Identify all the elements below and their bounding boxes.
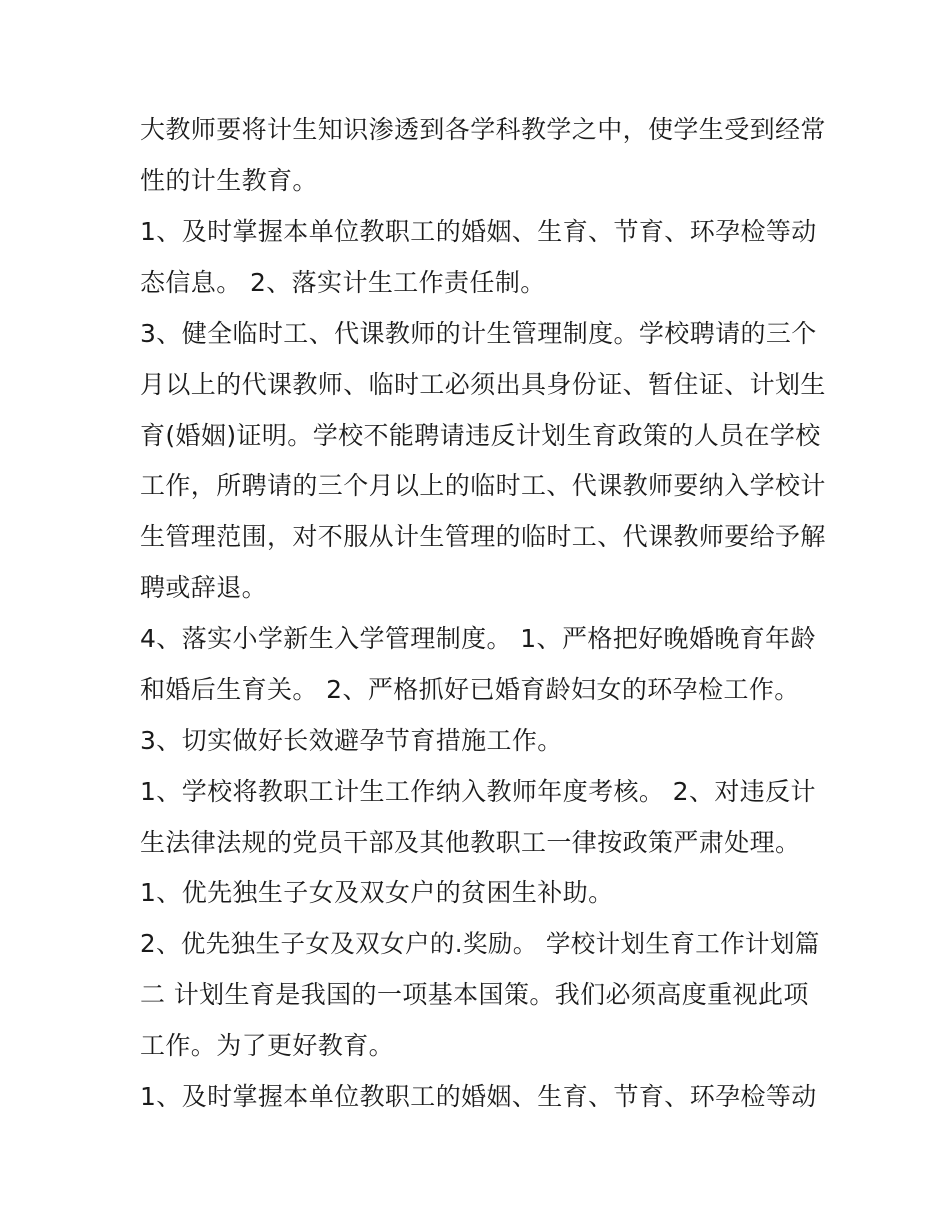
text-line: 工作。为了更好教育。 (140, 1031, 395, 1060)
text-line: 育(婚姻)证明。学校不能聘请违反计划生育政策的人员在学校 (140, 421, 821, 450)
text-line: 2、优先独生子女及双女户的.奖励。 学校计划生育工作计划篇 (140, 929, 820, 958)
text-line: 3、切实做好长效避孕节育措施工作。 (140, 726, 563, 755)
text-line: 性的计生教育。 (140, 166, 318, 195)
text-line: 1、优先独生子女及双女户的贫困生补助。 (140, 878, 614, 907)
text-line: 月以上的代课教师、临时工必须出具身份证、暂住证、计划生 (140, 370, 826, 399)
text-line: 工作，所聘请的三个月以上的临时工、代课教师要纳入学校计 (140, 471, 826, 500)
text-line: 生法律法规的党员干部及其他教职工一律按政策严肃处理。 (140, 828, 801, 857)
text-line: 二 计划生育是我国的一项基本国策。我们必须高度重视此项 (140, 980, 809, 1009)
text-line: 和婚后生育关。 2、严格抓好已婚育龄妇女的环孕检工作。 (140, 675, 800, 704)
text-line: 1、及时掌握本单位教职工的婚姻、生育、节育、环孕检等动 (140, 217, 817, 246)
text-line: 1、学校将教职工计生工作纳入教师年度考核。 2、对违反计 (140, 777, 816, 806)
text-line: 4、落实小学新生入学管理制度。 1、严格把好晚婚晚育年龄 (140, 624, 816, 653)
text-line: 3、健全临时工、代课教师的计生管理制度。学校聘请的三个 (140, 319, 817, 348)
text-line: 大教师要将计生知识渗透到各学科教学之中，使学生受到经常 (140, 115, 826, 144)
text-line: 聘或辞退。 (140, 573, 268, 602)
text-line: 生管理范围，对不服从计生管理的临时工、代课教师要给予解 (140, 522, 826, 551)
text-line: 态信息。 2、落实计生工作责任制。 (140, 268, 546, 297)
text-line: 1、及时掌握本单位教职工的婚姻、生育、节育、环孕检等动 (140, 1082, 817, 1111)
